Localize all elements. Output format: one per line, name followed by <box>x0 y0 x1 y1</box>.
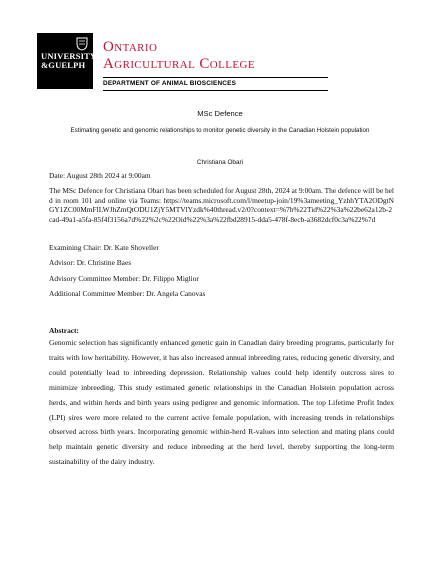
event-title: MSc Defence <box>197 109 243 118</box>
thesis-title: Estimating genetic and genomic relationships to monitor genetic diversity in the Canadian Holstein population <box>70 127 370 134</box>
additional-committee-member: Additional Committee Member: Dr. Angela Canovas <box>49 288 206 298</box>
abstract-text: Genomic selection has significantly enhanced genetic gain in Canadian dairy breeding programs, particularly for traits with low heritability. However, it has also increased annual inbreeding rates, reducing genetic diversity, and could potentially lead to inbreeding depression. Relationship values could help identify outcross sires to minimize inbreeding. This study estimated genetic relationships in the Canadian Holstein population across herds, and within herds and birth years using pedigree and genomic information. The top Lifetime Profit Index (LPI) sires were more related to the current active female population, with increasing trends in relationships observed across birth years. Incorporating genomic within-herd R-values into selection and mating plans could help maintain genetic diversity and reduce inbreeding at the herd level, thereby supporting the long-term sustainability of the dairy industry. <box>49 338 394 467</box>
author-name: Christiana Obari <box>196 159 244 166</box>
logo-text-line1: UNIVERSITY <box>41 51 97 61</box>
crest-icon <box>75 37 89 51</box>
college-name-line2: Agricultural College <box>103 56 255 72</box>
college-name-line1: Ontario <box>103 39 158 55</box>
advisor: Advisor: Dr. Christine Baes <box>49 258 132 268</box>
department-name: DEPARTMENT OF ANIMAL BIOSCIENCES <box>103 77 328 91</box>
announcement-text: The MSc Defence for Christiana Obari has been scheduled for August 28th, 2024 at 9:00am. The defence will be held in room 101 and online via Teams: https://teams.microsoft.com/l/meetup-join/19%3ameeting_YzhhYTA2ODgtNGY1ZC00MmFlLWJhZmQtODU1ZjY5MTVlYzdk%40thread.v2/0?context=%7b%22Tid%22%3a%22be62a12b-2cad-49a1-a5fa-85f4f3156a7d%22%2c%22Oid%22%3a%22fbd28915-dda5-478f-8ecb-a3682dcf0c3a%22%7d <box>49 186 394 224</box>
logo-text-line2: &GUELPH <box>41 60 86 70</box>
college-header <box>103 39 343 91</box>
advisory-committee-member: Advisory Committee Member: Dr. Filippo Miglior <box>49 273 199 283</box>
abstract-label: Abstract: <box>49 326 79 335</box>
university-logo <box>37 33 97 89</box>
examining-chair: Examining Chair: Dr. Kate Shoveller <box>49 243 159 252</box>
committee-list <box>49 243 394 304</box>
date-line: Date: August 28th 2024 at 9:00am <box>49 171 151 180</box>
